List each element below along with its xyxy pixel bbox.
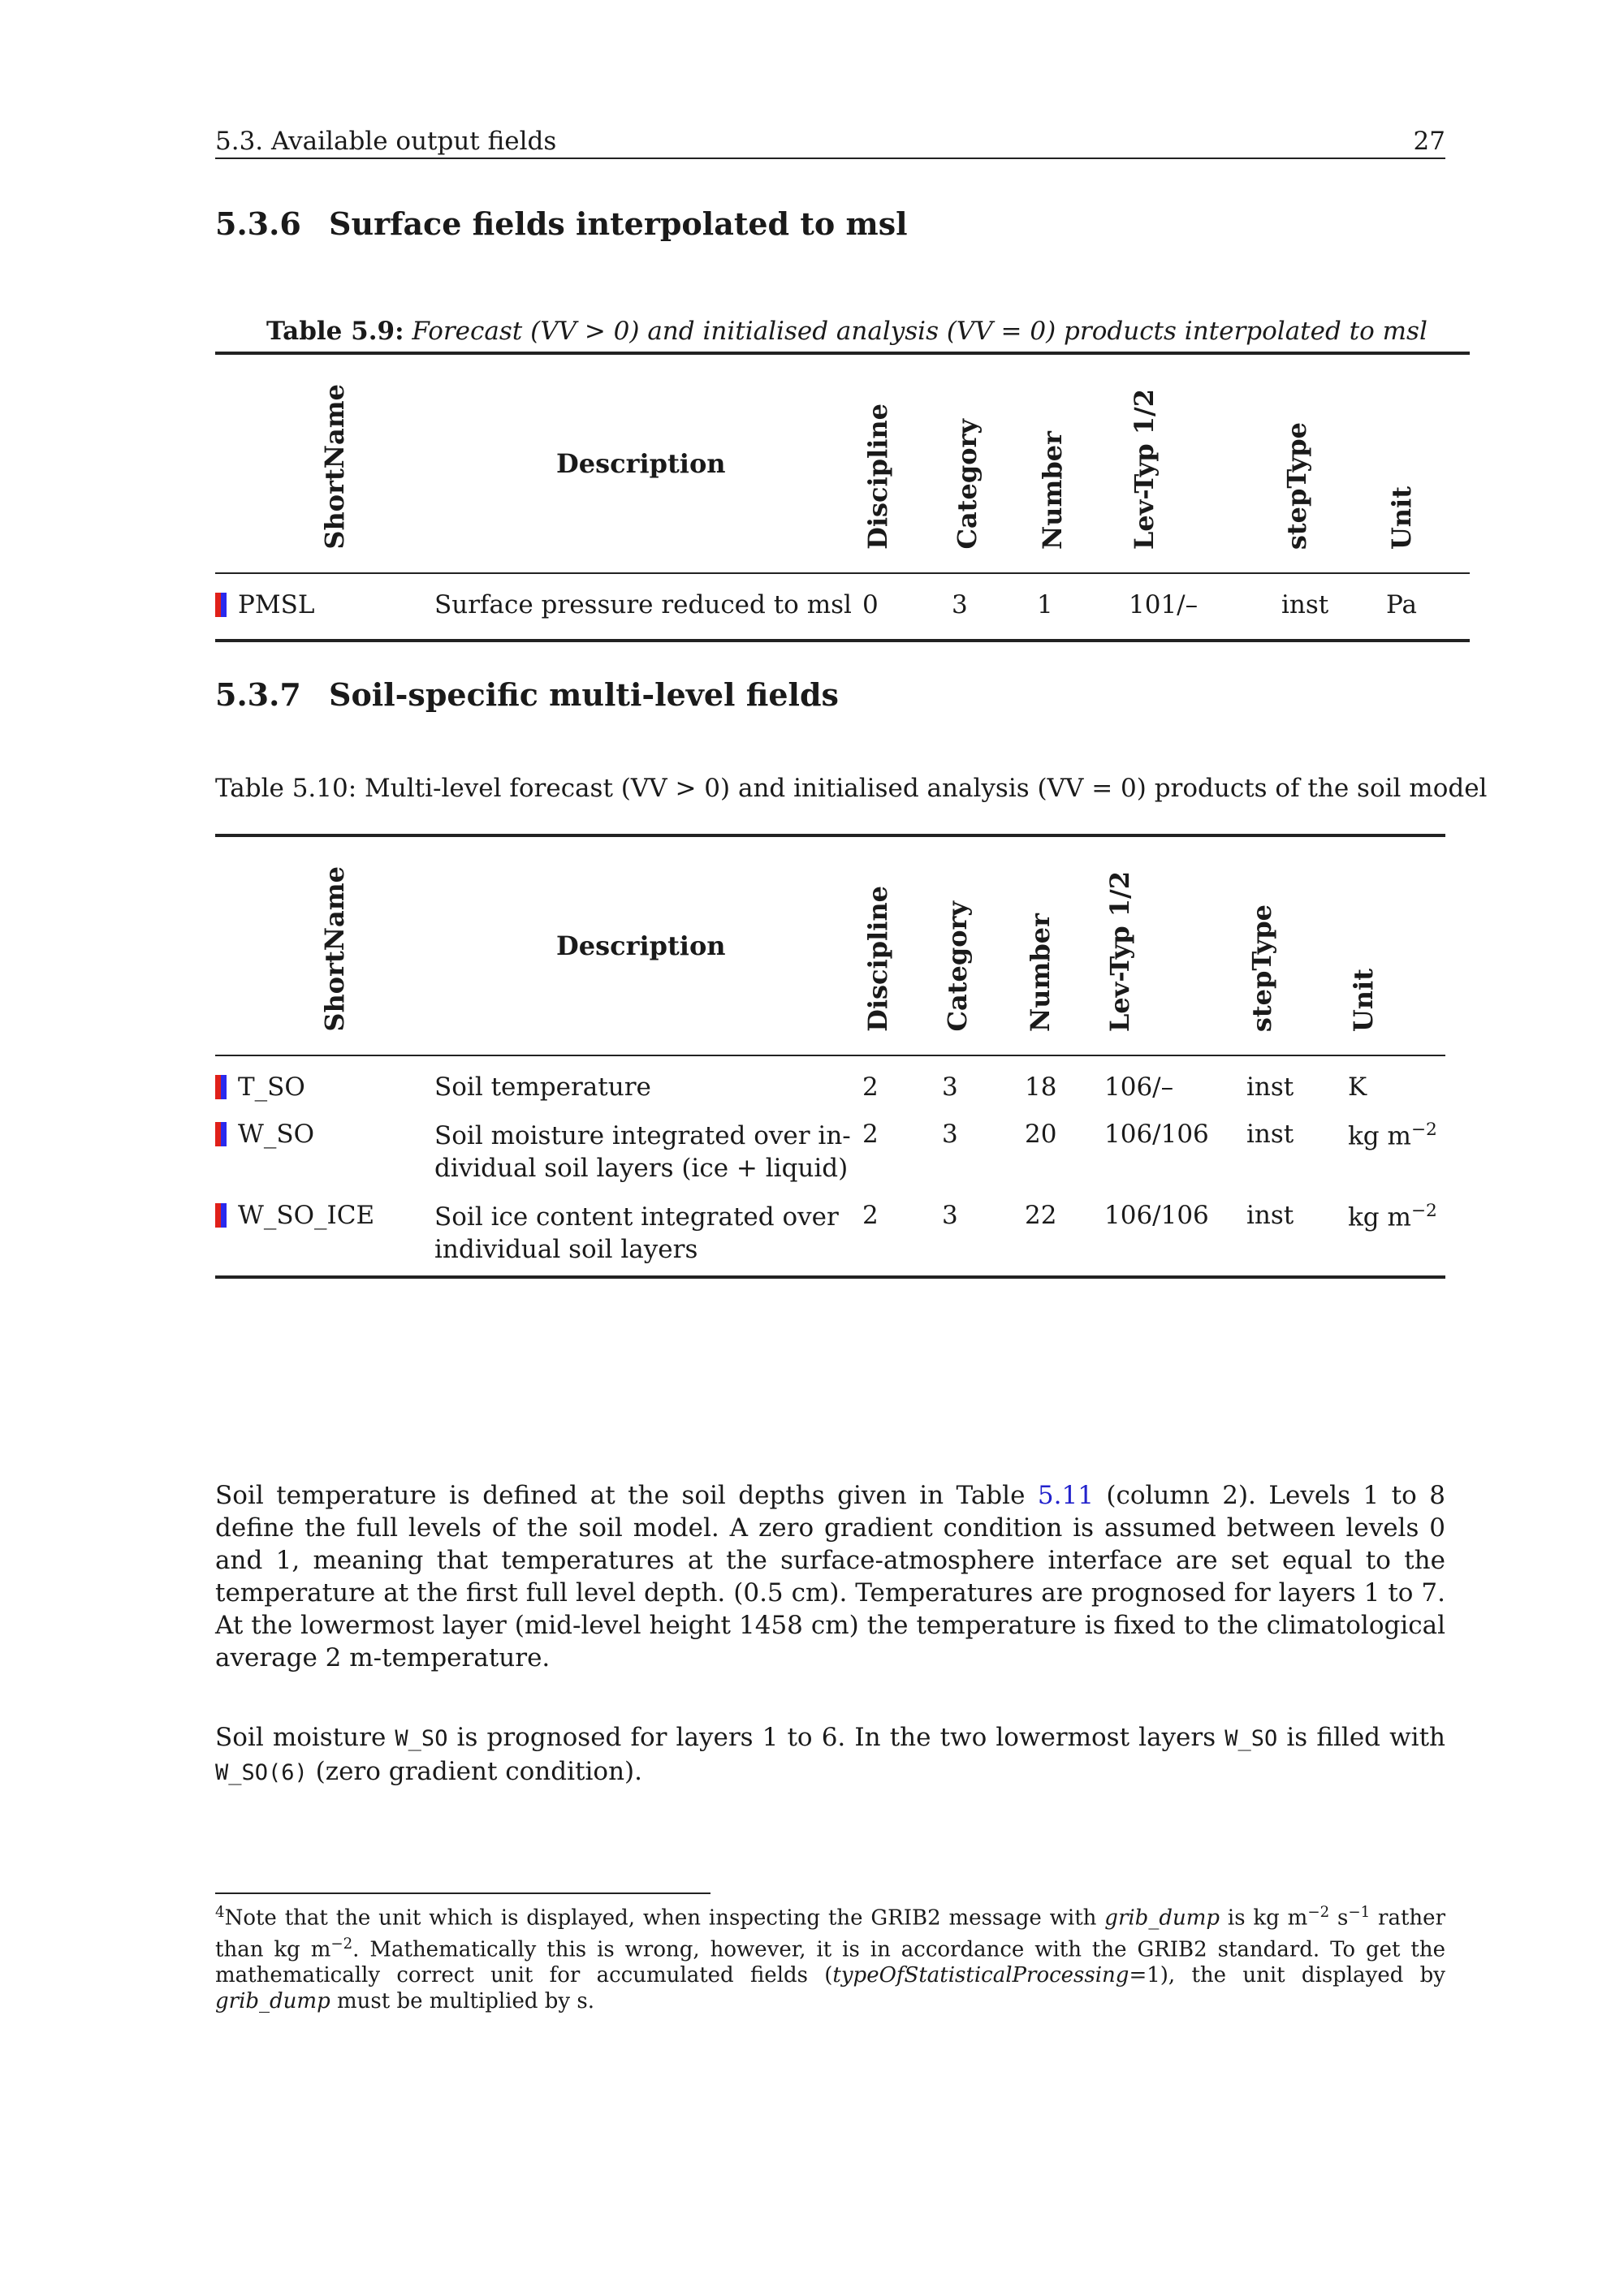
col-head-description: Description <box>556 930 726 961</box>
caption-text: Forecast (VV > 0) and initialised analysis (VV = 0) products interpolated to msl <box>412 317 1427 346</box>
cell-levtyp: 106/106 <box>1104 1120 1209 1149</box>
page-number: 27 <box>1413 127 1445 156</box>
cell-discipline: 2 <box>862 1120 879 1149</box>
table-row <box>215 573 1470 641</box>
paragraph-soil-temperature: Soil temperature is defined at the soil depths given in Table 5.11 (column 2). Levels 1 to 8 define the full levels of the soil model. A zero gradient condition is assumed between levels 0 and 1, meaning that temperatures at the surface-atmosphere interface are set equal to the temperature at the first full level depth. (0.5 cm). Temperatures are prognosed for layers 1 to 7. At the lowermost layer (mid-level height 1458 cm) the temperature is fixed to the climatological average 2 m-temperature. <box>215 1481 1445 1672</box>
cell-number: 18 <box>1025 1072 1057 1102</box>
cell-unit: Pa <box>1386 590 1417 619</box>
cell-category: 3 <box>942 1201 958 1230</box>
col-head-number: Number <box>1025 913 1056 1032</box>
col-head-number: Number <box>1037 431 1068 550</box>
section-number: 5.3.6 <box>215 205 301 242</box>
cell-number: 20 <box>1025 1120 1057 1149</box>
cell-steptype: inst <box>1281 590 1329 619</box>
col-head-levtyp: Lev-Typ 1/2 <box>1104 870 1135 1032</box>
cell-description: Surface pressure reduced to msl <box>434 590 852 619</box>
cell-discipline: 2 <box>862 1201 879 1230</box>
status-marker <box>215 1075 227 1099</box>
cell-steptype: inst <box>1246 1072 1294 1102</box>
cell-levtyp: 106/106 <box>1104 1201 1209 1230</box>
status-marker <box>215 593 227 617</box>
footnote-rule <box>215 1892 710 1894</box>
table-header-row <box>215 353 1470 573</box>
table-row <box>215 1055 1445 1105</box>
cell-shortname: T_SO <box>215 1055 434 1105</box>
table-5-10 <box>215 834 1445 1279</box>
cell-discipline: 2 <box>862 1072 879 1102</box>
paragraph-soil-moisture: Soil moisture W_SO is prognosed for layers 1 to 6. In the two lowermost layers W_SO is filled with W_SO(6) (zero gradient condition). <box>215 1723 1445 1786</box>
table-row <box>215 1185 1445 1277</box>
cell-steptype: inst <box>1246 1201 1294 1230</box>
col-head-shortname: ShortName <box>319 866 350 1032</box>
cell-shortname: W_SO <box>215 1105 434 1185</box>
cell-unit: kg $m^{-2}$ <box>1348 1201 1437 1232</box>
col-head-description: Description <box>556 448 726 479</box>
cell-steptype: inst <box>1246 1120 1294 1149</box>
cell-discipline: 0 <box>862 590 879 619</box>
cell-number: 1 <box>1037 590 1053 619</box>
cell-description: Soil ice content integrated over individual soil layers <box>434 1202 839 1264</box>
cell-shortname: W_SO_ICE <box>215 1185 434 1277</box>
col-head-unit: Unit <box>1348 968 1379 1032</box>
col-head-levtyp: Lev-Typ 1/2 <box>1129 388 1160 550</box>
cell-category: 3 <box>942 1120 958 1149</box>
col-head-steptype: stepType <box>1246 904 1277 1032</box>
section-heading-536 <box>215 205 908 242</box>
cell-category: 3 <box>942 1072 958 1102</box>
col-head-discipline: Discipline <box>862 886 893 1032</box>
footnote: $^4$Note that the unit which is displayed, when inspecting the GRIB2 message with grib_dump is kg $m^{-2}$ $s^{-1}$ rather than kg $m^{-2}$. Mathematically this is wrong, however, it is in accordance with the GRIB2 standard. To get the mathematically correct unit for accumulated fields (typeOfStatisticalProcessing=1), the unit displayed by grib_dump must be multiplied by s. <box>215 1904 1445 2014</box>
cell-levtyp: 106/– <box>1104 1072 1174 1102</box>
table-reference-link[interactable]: 5.11 <box>1037 1481 1094 1510</box>
col-head-unit: Unit <box>1386 486 1417 550</box>
table-header-row <box>215 835 1445 1055</box>
table-caption-5-10: Table 5.10: Multi-level forecast (VV > 0) and initialised analysis (VV = 0) products of the soil model <box>215 774 1488 803</box>
col-head-discipline: Discipline <box>862 404 893 550</box>
caption-label: Table 5.9: <box>266 317 404 346</box>
cell-unit: K <box>1348 1072 1367 1102</box>
table-row <box>215 1105 1445 1185</box>
cell-category: 3 <box>952 590 968 619</box>
footnote-mark: 4 <box>215 1904 225 1921</box>
table-caption-5-9 <box>266 317 1427 346</box>
col-head-steptype: stepType <box>1281 421 1312 550</box>
status-marker <box>215 1122 227 1146</box>
cell-shortname: PMSL <box>215 573 434 641</box>
col-head-category: Category <box>952 419 983 550</box>
cell-description: Soil temperature <box>434 1072 651 1102</box>
cell-number: 22 <box>1025 1201 1057 1230</box>
section-title: Soil-specific multi-level fields <box>329 676 839 713</box>
col-head-category: Category <box>942 901 973 1032</box>
section-title: Surface fields interpolated to msl <box>329 205 908 242</box>
cell-levtyp: 101/– <box>1129 590 1199 619</box>
col-head-shortname: ShortName <box>319 384 350 550</box>
section-number: 5.3.7 <box>215 676 301 713</box>
table-5-9 <box>215 352 1470 642</box>
header-section-title: 5.3. Available output fields <box>215 127 557 156</box>
cell-description: Soil moisture integrated over in- dividual soil layers (ice + liquid) <box>434 1121 851 1183</box>
section-heading-537 <box>215 676 839 713</box>
status-marker <box>215 1203 227 1228</box>
running-header <box>215 122 1445 159</box>
cell-unit: kg $m^{-2}$ <box>1348 1120 1437 1151</box>
